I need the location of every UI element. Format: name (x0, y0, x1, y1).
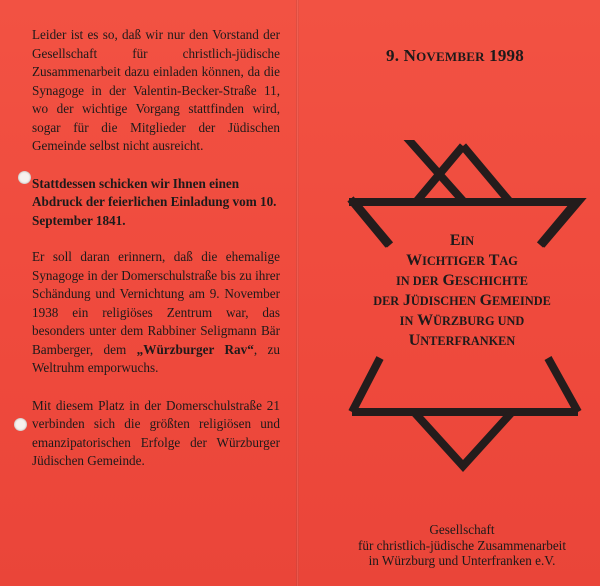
title-line-1: EIN (449, 232, 475, 249)
organization-signature (322, 522, 600, 569)
history-text-b: , zu Weltruhm emporwuchs. (32, 341, 280, 375)
date-day: 9. (386, 46, 400, 65)
date-month-initial: N (403, 46, 417, 65)
date-month-rest: OVEMBER (416, 49, 485, 64)
org-line-1: Gesellschaft (429, 522, 495, 537)
date-year: 1998 (489, 46, 524, 65)
paragraph-significance: Mit diesem Platz in der Domerschulstraße 21 verbinden sich die größten religiösen und emanzipatorischen Erfolge der Würzburger Jüdischen Gemeinde. (32, 397, 280, 468)
title-line-2: WICHTIGER TAG (406, 252, 518, 269)
star-upper-right-edge (463, 146, 510, 202)
wuerzburger-rav: „Würzburger Rav“ (136, 341, 254, 357)
history-text-a: Er soll daran erinnern, daß die ehemalige Synagoge in der Domerschulstraße bis zu ihrer Schändung und Vernichtung am 9. November 1938 ein religiöses Zentrum war, das besonders unter dem Rabbiner Seligmann Bär Bamberger, dem (32, 249, 280, 357)
event-title (332, 231, 592, 351)
org-line-2: für christlich-jüdische Zusammenarbeit (358, 537, 566, 553)
star-lower-left-arm (352, 358, 380, 412)
star-guide (352, 146, 463, 202)
title-line-5: IN WÜRZBURG UND (399, 312, 525, 329)
org-line-3: in Würzburg und Unterfranken e.V. (368, 553, 556, 568)
paragraph-invitation: Leider ist es so, daß wir nur den Vorstand der Gesellschaft für christlich-jüdische Zusammenarbeit dazu einladen können, da die Synagoge in der Valentin-Becker-Straße 11, wo der wichtige Vorgang stattfinden wird, sogar für die Mitglieder der Jüdischen Gemeinde selbst nicht ausreicht. (32, 27, 280, 153)
title-line-3: IN DER GESCHICHTE (395, 272, 529, 289)
title-line-6: UNTERFRANKEN (408, 332, 516, 349)
star-lower-apex (414, 412, 512, 466)
paragraph-reprint-notice: Stattdessen schicken wir Ihnen einen Abdruck der feierlichen Einladung vom 10. September 1841. (32, 175, 277, 228)
star-lower-right-arm (548, 358, 578, 412)
title-line-4: DER JÜDISCHEN GEMEINDE (373, 292, 551, 309)
